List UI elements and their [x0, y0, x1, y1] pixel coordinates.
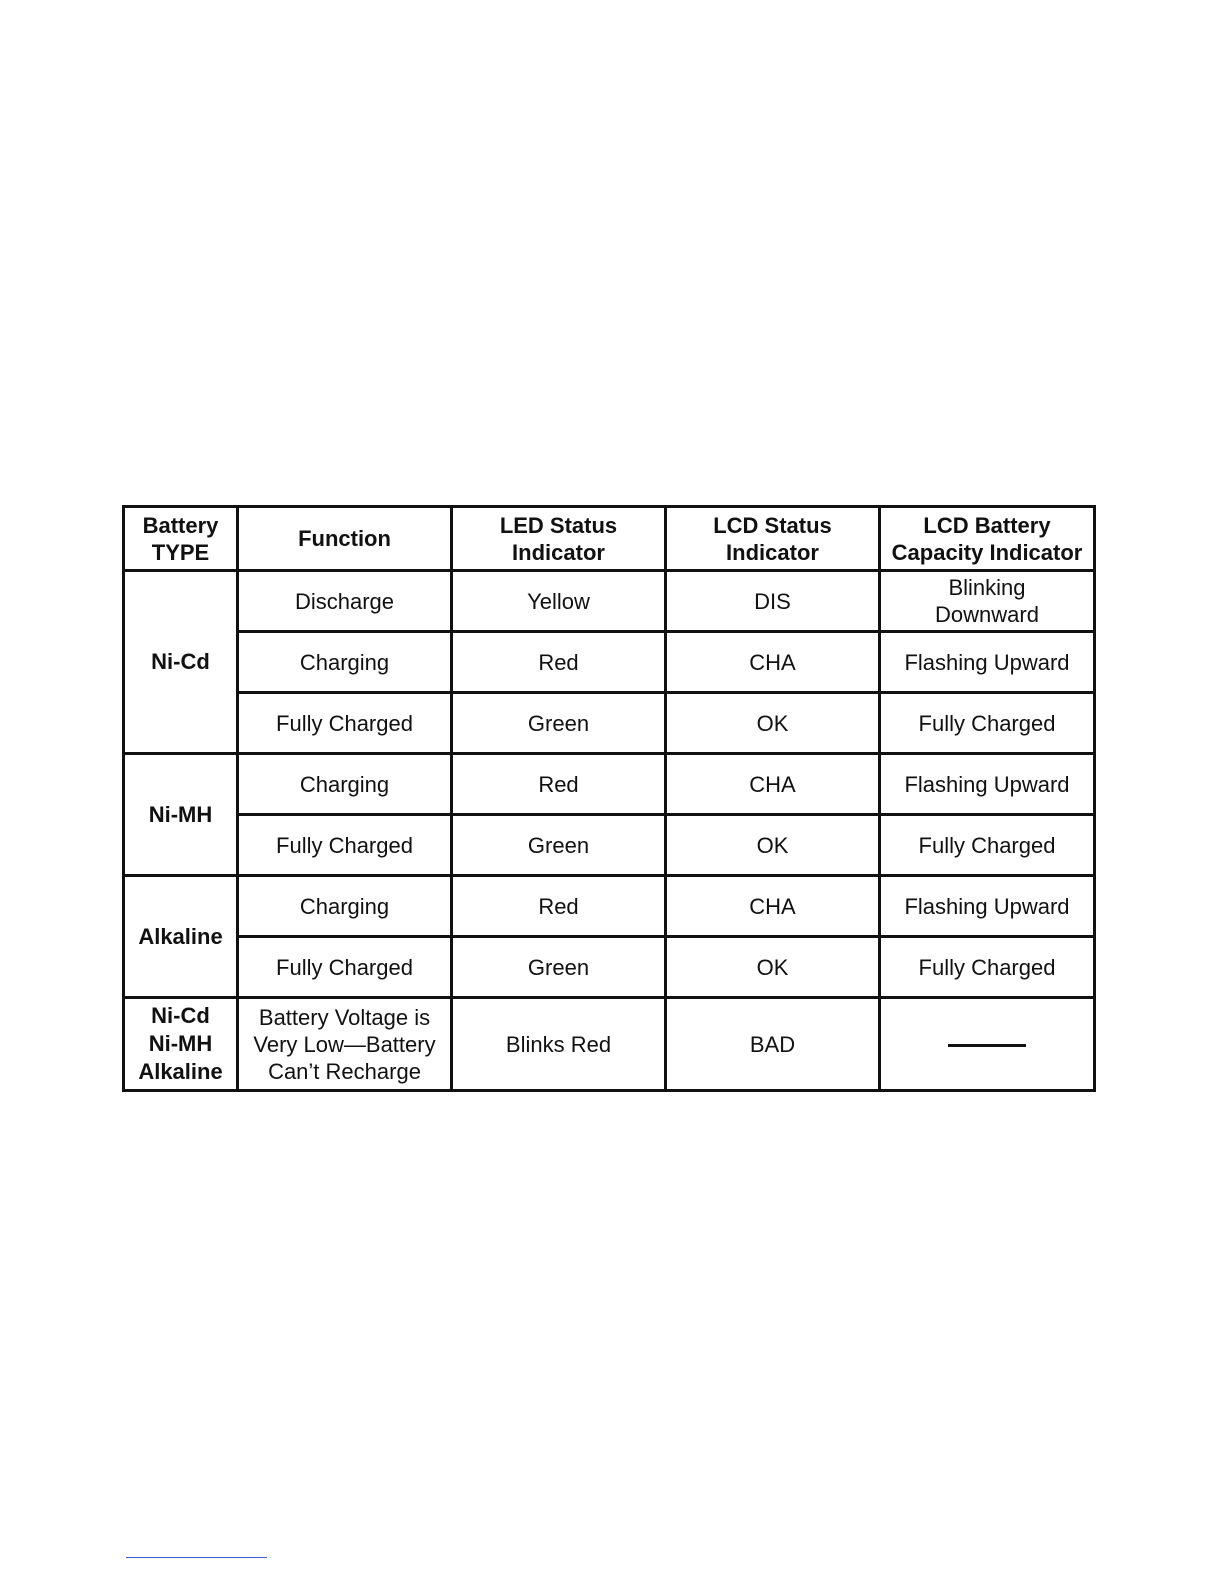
led-cell: Yellow [452, 571, 666, 632]
lcd-status-cell: CHA [666, 754, 880, 815]
header-function: Function [238, 507, 452, 571]
battery-type-line: Alkaline [138, 1059, 223, 1084]
battery-status-table [122, 505, 1096, 1092]
battery-type-cell: Ni-Cd [124, 571, 238, 754]
header-led-line2: Indicator [512, 539, 605, 565]
lcd-status-cell: CHA [666, 876, 880, 937]
capacity-line2: Downward [935, 602, 1039, 627]
header-battery-type-line2: TYPE [151, 539, 210, 565]
led-cell: Red [452, 876, 666, 937]
led-cell: Green [452, 693, 666, 754]
header-lcd-status-line1: LCD Status [713, 512, 832, 538]
table-row [124, 571, 1095, 632]
table-row [124, 998, 1095, 1091]
header-led-status [452, 507, 666, 571]
led-cell: Blinks Red [452, 998, 666, 1091]
capacity-line1: Blinking [948, 575, 1026, 600]
lcd-status-cell: OK [666, 815, 880, 876]
lcd-status-cell: BAD [666, 998, 880, 1091]
lcd-status-cell: OK [666, 937, 880, 998]
function-cell: Charging [238, 632, 452, 693]
header-lcd-status [666, 507, 880, 571]
capacity-cell: Fully Charged [880, 937, 1095, 998]
function-cell: Fully Charged [238, 693, 452, 754]
header-battery-type-line1: Battery [142, 512, 219, 538]
capacity-cell [880, 571, 1095, 632]
header-battery-type [124, 507, 238, 571]
header-row [124, 507, 1095, 571]
table-row [124, 876, 1095, 937]
table-row [124, 754, 1095, 815]
function-cell: Charging [238, 754, 452, 815]
led-cell: Red [452, 632, 666, 693]
function-cell [238, 998, 452, 1091]
footer-rule [126, 1557, 267, 1558]
lcd-status-cell: OK [666, 693, 880, 754]
capacity-cell: Flashing Upward [880, 876, 1095, 937]
battery-type-line: Ni-Cd [151, 1003, 210, 1028]
table-row [124, 937, 1095, 998]
capacity-cell: Flashing Upward [880, 754, 1095, 815]
function-cell: Fully Charged [238, 937, 452, 998]
header-lcd-capacity-line1: LCD Battery [923, 512, 1051, 538]
led-cell: Green [452, 937, 666, 998]
battery-type-cell: Ni-MH [124, 754, 238, 876]
header-lcd-capacity-line2: Capacity Indicator [891, 539, 1083, 565]
capacity-cell: Flashing Upward [880, 632, 1095, 693]
battery-type-cell: Alkaline [124, 876, 238, 998]
table-row [124, 632, 1095, 693]
header-led-line1: LED Status [499, 512, 618, 538]
function-cell: Discharge [238, 571, 452, 632]
header-lcd-status-line2: Indicator [726, 539, 819, 565]
table-row [124, 815, 1095, 876]
function-cell: Fully Charged [238, 815, 452, 876]
lcd-status-cell: CHA [666, 632, 880, 693]
battery-type-line: Ni-MH [148, 1031, 213, 1056]
dash-line-icon [948, 1044, 1026, 1047]
capacity-cell: Fully Charged [880, 693, 1095, 754]
function-line: Battery Voltage is [258, 1004, 431, 1030]
header-lcd-capacity [880, 507, 1095, 571]
function-line: Very Low—Battery [253, 1031, 436, 1057]
function-cell: Charging [238, 876, 452, 937]
led-cell: Red [452, 754, 666, 815]
lcd-status-cell: DIS [666, 571, 880, 632]
capacity-cell: Fully Charged [880, 815, 1095, 876]
battery-type-cell [124, 998, 238, 1091]
table-row [124, 693, 1095, 754]
function-line: Can’t Recharge [268, 1058, 421, 1084]
led-cell: Green [452, 815, 666, 876]
capacity-cell [880, 998, 1095, 1091]
